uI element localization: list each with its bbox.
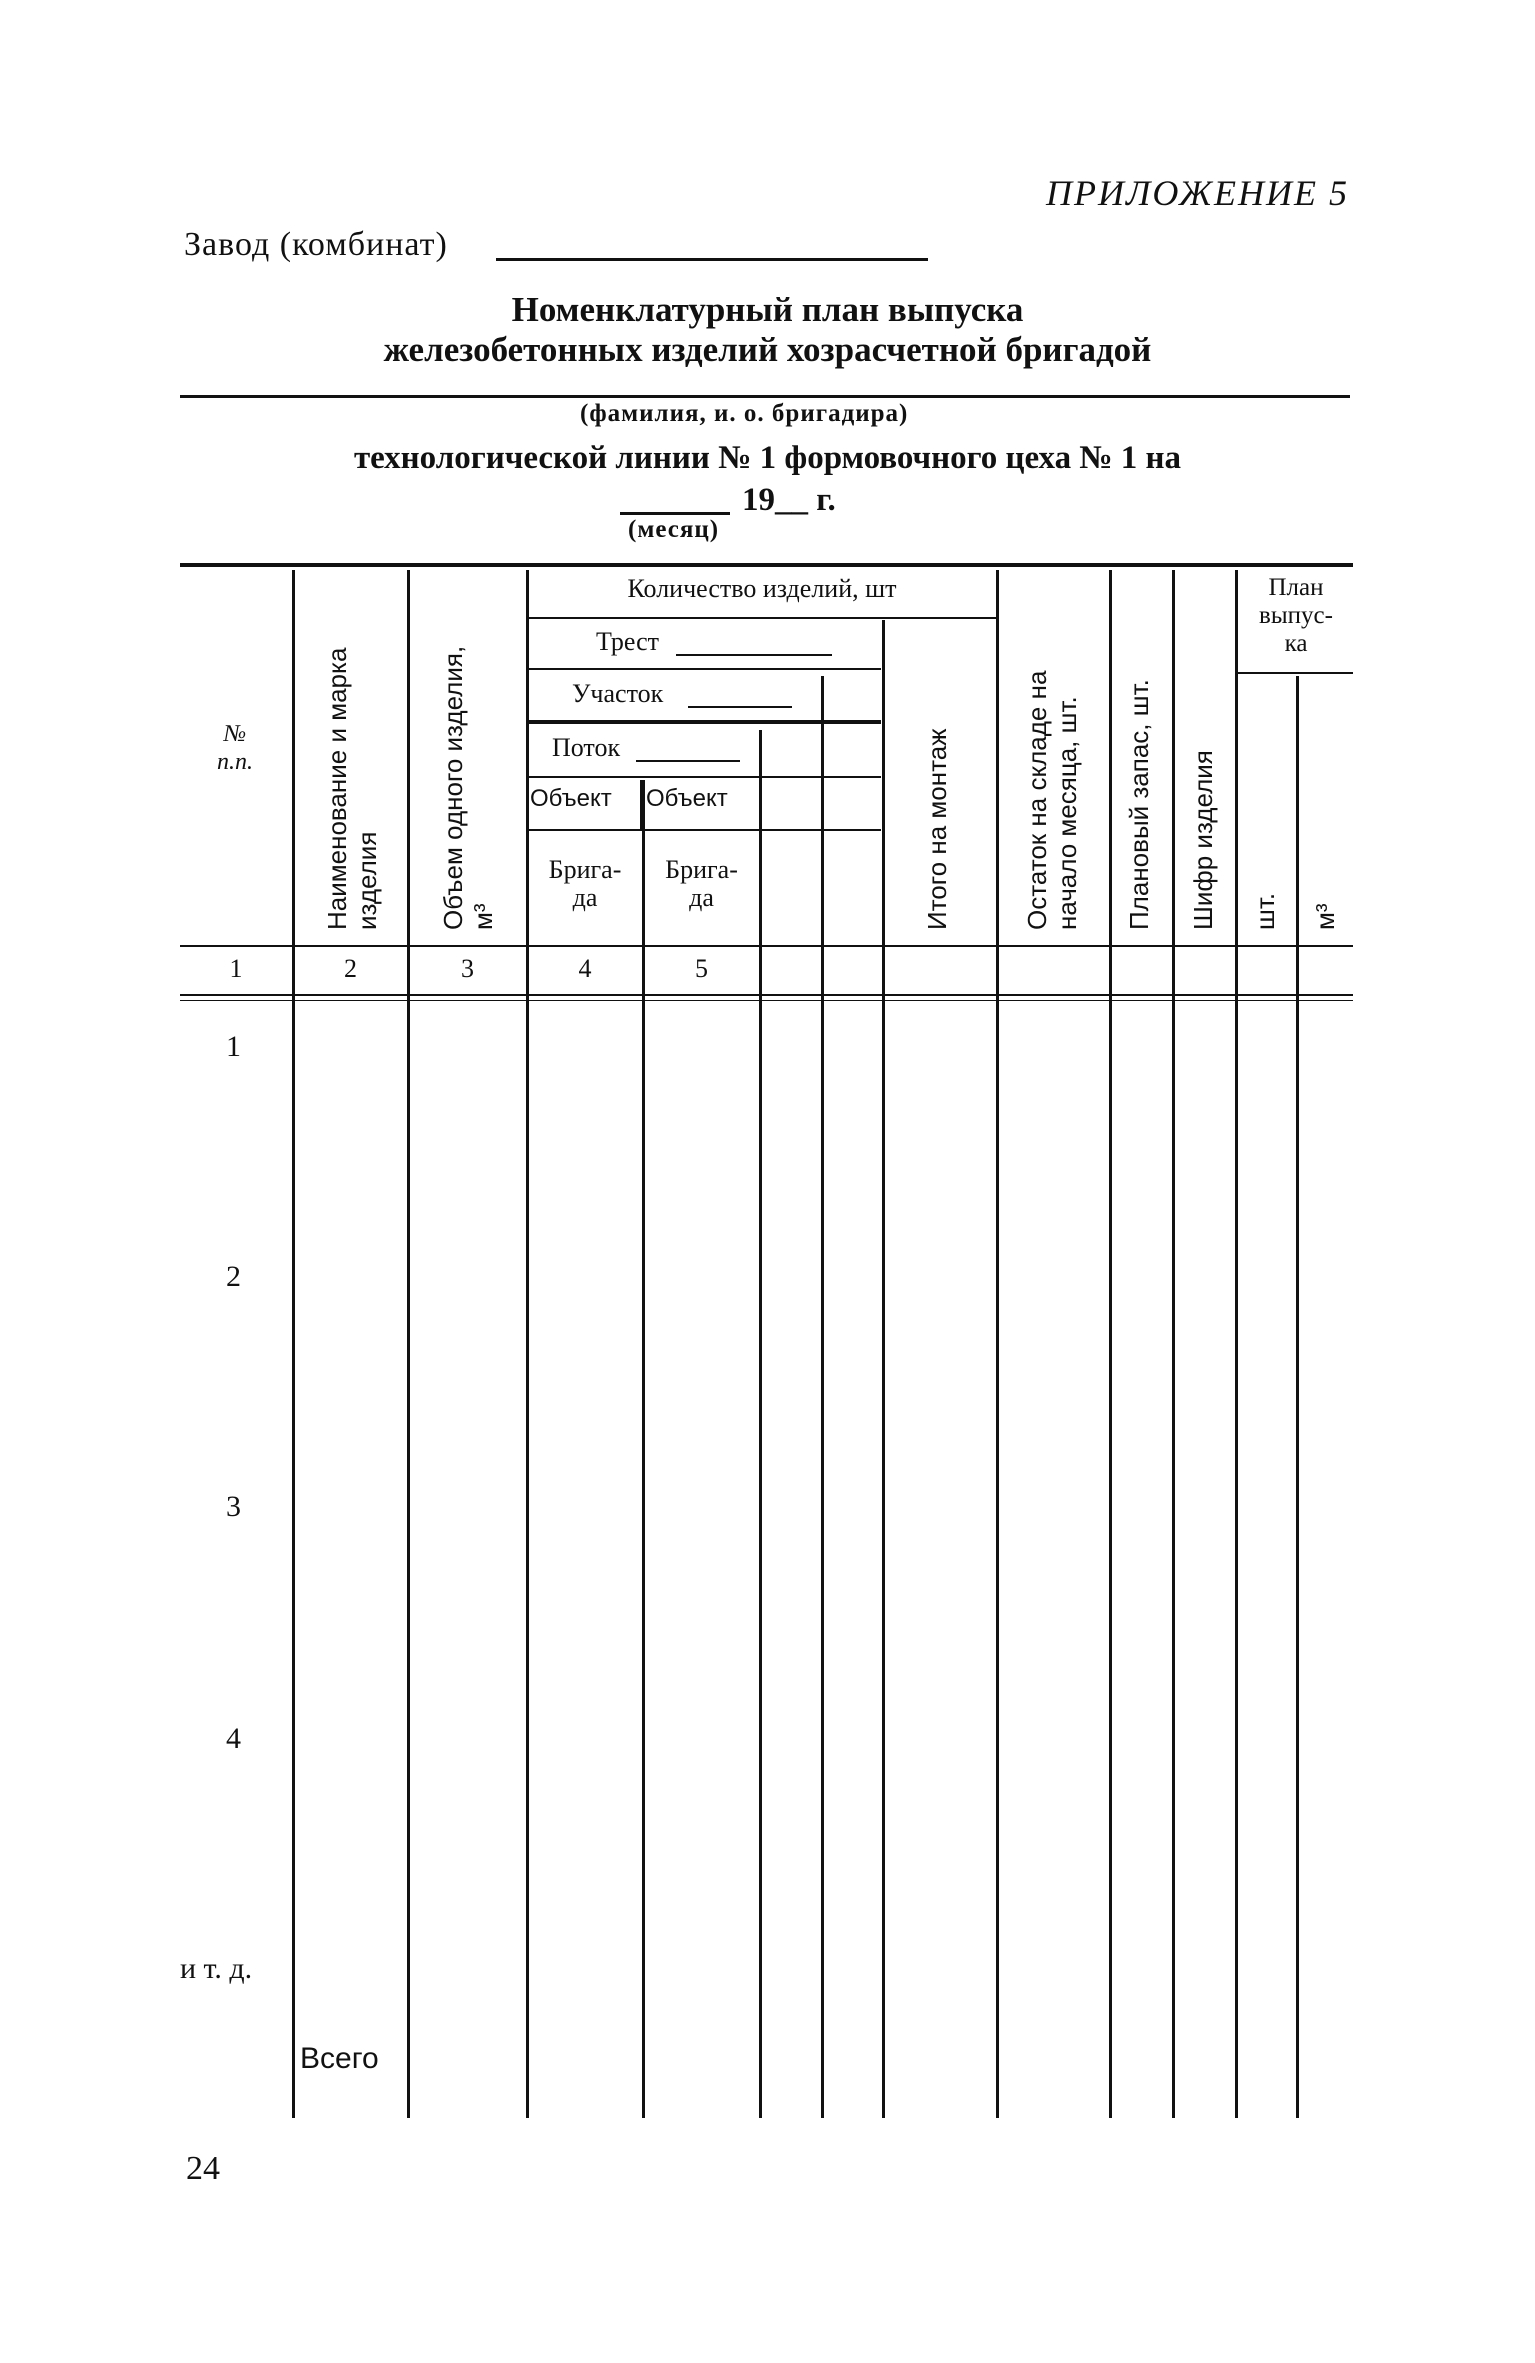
year-field: 19__ г. — [742, 482, 836, 518]
plant-fill-line — [496, 258, 928, 261]
col-header-code: Шифр изделия — [1188, 750, 1218, 930]
section-fill — [688, 706, 792, 708]
colnum-bottom-rule — [180, 994, 1353, 996]
col-line-10 — [1172, 570, 1175, 2118]
row-number-4: 4 — [226, 1722, 241, 1755]
colnum-2: 2 — [344, 954, 357, 983]
col-line-8 — [996, 570, 999, 2118]
doc-subtitle: технологической линии № 1 формовочного цеха № 1 на — [353, 440, 1182, 476]
object-rule — [528, 829, 881, 831]
col-line-1 — [292, 570, 295, 2118]
row-number-1: 1 — [226, 1030, 241, 1063]
row-number-etc: и т. д. — [180, 1952, 253, 1985]
section-rule — [528, 720, 881, 724]
flow-label: Поток — [552, 733, 621, 762]
col-line-3 — [526, 570, 529, 2118]
appendix-label: ПРИЛОЖЕНИЕ 5 — [1046, 173, 1349, 213]
foreman-fill-line — [180, 395, 1350, 398]
colnum-5: 5 — [695, 954, 708, 983]
header-bottom-rule — [180, 945, 1353, 947]
col-header-name: Наименование и марка изделия — [322, 647, 382, 930]
total-label: Всего — [300, 2042, 379, 2075]
col-line-2 — [407, 570, 410, 2118]
col-header-reserve: Плановый запас, шт. — [1124, 679, 1154, 930]
qty-group-rule — [528, 617, 996, 619]
col-line-12 — [1296, 676, 1299, 2118]
object-divider — [640, 780, 643, 830]
trust-rule — [528, 668, 881, 670]
col-line-7 — [882, 620, 885, 2118]
month-fill-line — [620, 512, 730, 515]
col-line-5 — [759, 730, 762, 2118]
row-number-3: 3 — [226, 1490, 241, 1523]
qty-group-header: Количество изделий, шт — [627, 574, 897, 603]
colnum-4: 4 — [578, 954, 592, 983]
col-line-11 — [1235, 570, 1238, 2118]
colnum-3: 3 — [461, 954, 474, 983]
plan-pcs-header: шт. — [1250, 892, 1280, 930]
section-label: Участок — [572, 679, 664, 708]
colnum-1: 1 — [229, 954, 243, 983]
colnum-double-rule — [180, 1000, 1353, 1001]
brigade-label-2: Брига- да — [665, 855, 738, 912]
table-top-rule — [180, 563, 1353, 567]
trust-fill — [676, 654, 832, 656]
plan-group-header: План выпус- ка — [1259, 574, 1333, 657]
trust-label: Трест — [596, 627, 659, 656]
foreman-caption: (фамилия, и. о. бригадира) — [580, 400, 909, 427]
row-number-2: 2 — [226, 1260, 241, 1293]
col-line-9 — [1109, 570, 1112, 2118]
brigade-label-1: Брига- да — [548, 855, 622, 912]
plant-label: Завод (комбинат) — [184, 226, 448, 263]
doc-title-line2: железобетонных изделий хозрасчетной бригадой — [383, 330, 1152, 369]
plan-m3-header: м³ — [1310, 903, 1340, 930]
plan-group-rule — [1235, 672, 1353, 674]
flow-rule — [528, 776, 881, 778]
col-header-total-install: Итого на монтаж — [922, 728, 952, 930]
doc-title-line1: Номенклатурный план выпуска — [511, 290, 1024, 329]
object-label-1: Объект — [530, 785, 612, 812]
col-header-volume: Объем одного изделия, м³ — [438, 645, 498, 930]
flow-fill — [636, 760, 740, 762]
object-label-2: Объект — [646, 785, 728, 812]
col-header-stock: Остаток на складе на начало месяца, шт. — [1022, 670, 1082, 930]
page-number: 24 — [186, 2150, 220, 2187]
month-caption: (месяц) — [628, 516, 720, 543]
col-line-6 — [821, 676, 824, 2118]
col-header-no: № п.п. — [217, 721, 253, 775]
